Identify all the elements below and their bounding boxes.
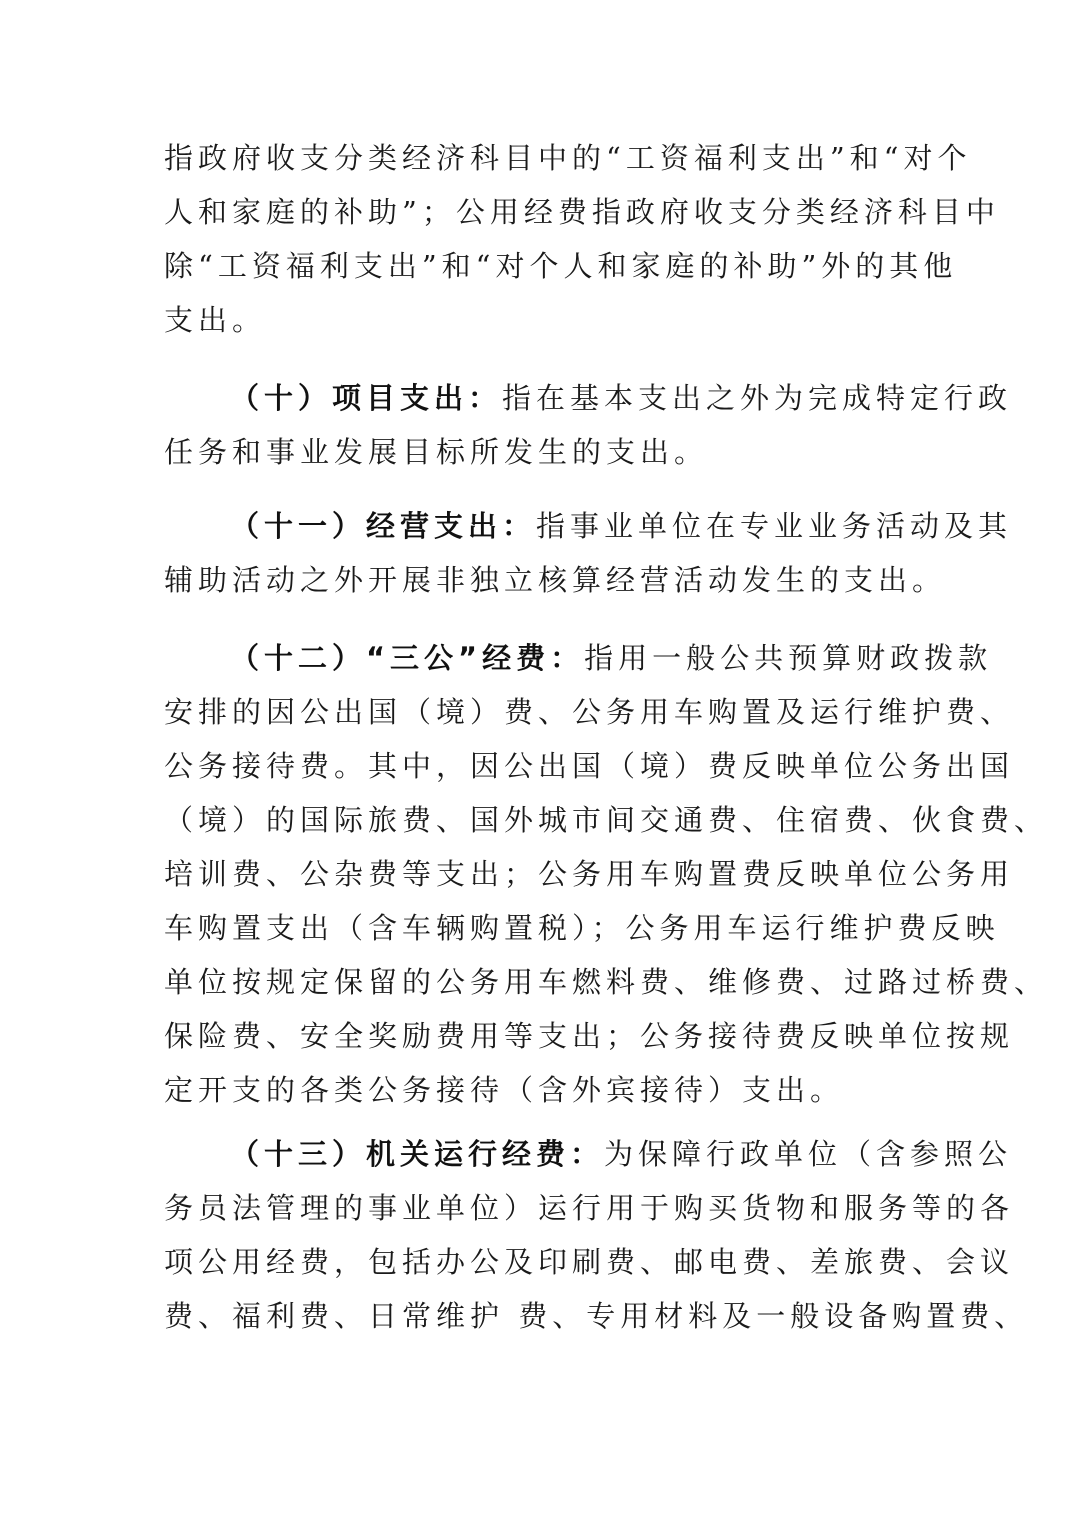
section-heading: （十三）机关运行经费： xyxy=(230,1137,605,1171)
text-segment: 指用一般公共预算财政拨款 xyxy=(584,641,993,675)
text-line: 人和家庭的补助”；公用经费指政府收支分类经济科目中 xyxy=(164,195,1000,229)
section-heading: （十二）“三公”经费： xyxy=(230,641,585,675)
text-line xyxy=(164,371,1013,425)
text-line xyxy=(164,631,993,685)
paragraph-13-agency-operating-costs xyxy=(164,1127,1029,1343)
paragraph-12-three-public-expenses xyxy=(164,631,1049,1117)
text-line: 公务接待费。其中，因公出国（境）费反映单位公务出国 xyxy=(164,749,1015,783)
paragraph-11-operating-expenditure xyxy=(164,499,1013,607)
paragraph-10-project-expenditure xyxy=(164,371,1013,479)
paragraph-intro xyxy=(164,131,1000,347)
text-line: （境）的国际旅费、国外城市间交通费、住宿费、伙食费、 xyxy=(164,803,1049,837)
text-line: 定开支的各类公务接待（含外宾接待）支出。 xyxy=(164,1073,845,1107)
text-line: 务员法管理的事业单位）运行用于购买货物和服务等的各 xyxy=(164,1191,1015,1225)
text-line: 保险费、安全奖励费用等支出；公务接待费反映单位按规 xyxy=(164,1019,1015,1053)
text-line: 车购置支出（含车辆购置税）；公务用车运行维护费反映 xyxy=(164,911,1000,945)
text-line: 项公用经费，包括办公及印刷费、邮电费、差旅费、会议 xyxy=(164,1245,1015,1279)
text-line: 辅助活动之外开展非独立核算经营活动发生的支出。 xyxy=(164,563,947,597)
text-line: 培训费、公杂费等支出；公务用车购置费反映单位公务用 xyxy=(164,857,1015,891)
text-line: 指政府收支分类经济科目中的“工资福利支出”和“对个 xyxy=(164,141,972,175)
text-line: 安排的因公出国（境）费、公务用车购置及运行维护费、 xyxy=(164,695,1015,729)
text-line: 任务和事业发展目标所发生的支出。 xyxy=(164,435,709,469)
section-heading: （十）项目支出： xyxy=(230,381,503,415)
text-segment: 指在基本支出之外为完成特定行政 xyxy=(502,381,1013,415)
text-line: 除“工资福利支出”和“对个人和家庭的补助”外的其他 xyxy=(164,249,958,283)
text-line: 支出。 xyxy=(164,303,267,337)
section-heading: （十一）经营支出： xyxy=(230,509,537,543)
text-line: 费、福利费、日常维护 费、专用材料及一般设备购置费、 xyxy=(164,1299,1029,1333)
text-segment: 指事业单位在专业业务活动及其 xyxy=(536,509,1013,543)
text-line xyxy=(164,499,1013,553)
text-line: 单位按规定保留的公务用车燃料费、维修费、过路过桥费、 xyxy=(164,965,1049,999)
text-segment: 为保障行政单位（含参照公 xyxy=(604,1137,1013,1171)
text-line xyxy=(164,1127,1013,1181)
